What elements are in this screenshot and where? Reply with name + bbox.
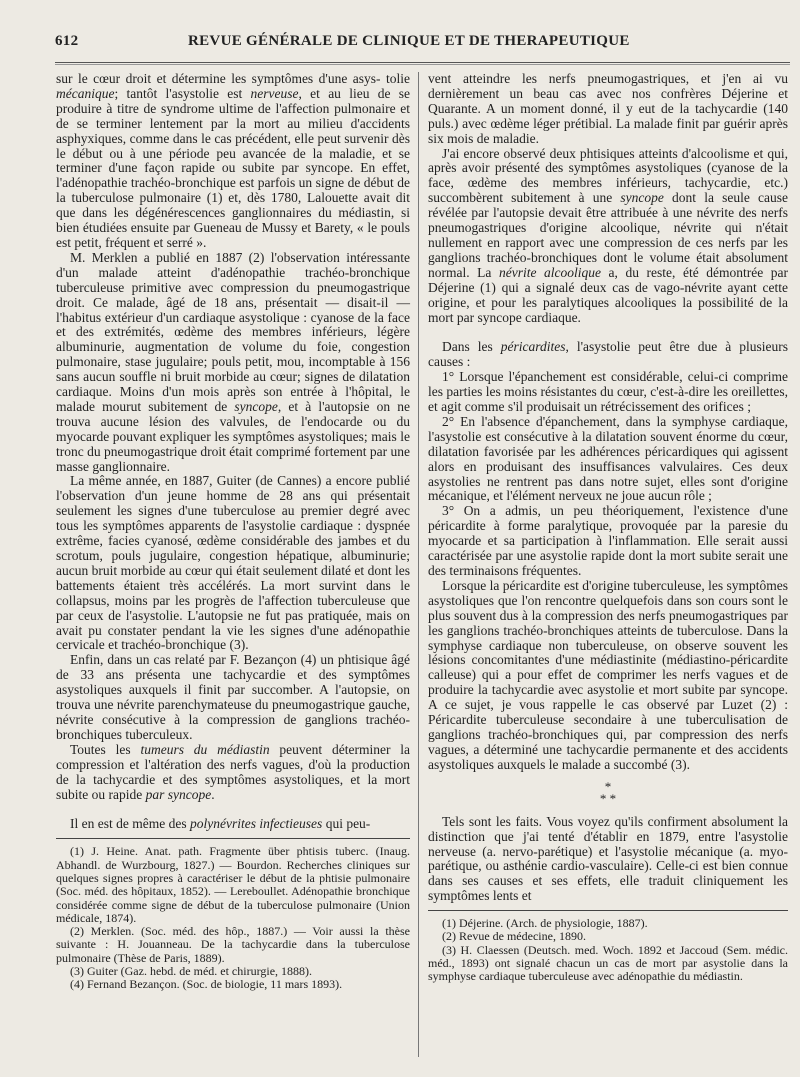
footnote: (2) Revue de médecine, 1890. [442, 929, 586, 944]
right-paragraph-4: 1° Lorsque l'épanchement est considérable, celui-ci comprime les parties les moins résistantes du cœur, c'est-à-dire les oreillettes, et agit comme s'il produisait un rétrécissement des orifices ; [428, 369, 788, 415]
left-paragraph-6: Il en est de même des polynévrites infectieuses qui peu- [70, 816, 371, 832]
footnote: (1) Déjerine. (Arch. de physiologie, 1887). [442, 916, 648, 931]
running-header [40, 25, 800, 49]
right-paragraph-1: vent atteindre les nerfs pneumogastriques, et j'en ai vu dernièrement un beau cas avec nos confrères Déjerine et Quarante. A un moment donné, il y eut de la tachycardie (140 puls.) avec œdème léger prétibial. La malade finit par guérir après six mois de maladie. [428, 71, 788, 146]
column-separator [418, 72, 419, 1057]
header-rule [55, 62, 790, 63]
left-paragraph-5: Toutes les tumeurs du médiastin peuvent déterminer la compression et l'altération des nerfs vagues, d'où la production de la tachycardie et des symptômes asystoliques, et la mort subite ou rapide par syncope. [56, 741, 411, 802]
left-footnotes [56, 845, 410, 991]
right-column [428, 72, 788, 984]
right-paragraph-8: Tels sont les faits. Vous voyez qu'ils confirment absolument la distinction que j'ai tenté d'établir en 1879, entre l'asystolie nerveuse (a. nervo-parétique) et l'asystolie mécanique (a. myo-parétique, ou asthénie cardio-vasculaire). Celle-ci est bien connue dans ses causes et ses effets, elle traduit cliniquement les symptômes lents et [428, 813, 788, 904]
section-break-stars: * * * [599, 778, 617, 806]
right-paragraph-7: Lorsque la péricardite est d'origine tuberculeuse, les symptômes asystoliques que l'on rencontre quelquefois dans son cours sont le plus souvent dus à la compression des nerfs pneumogastriques par les ganglions trachéo-bronchiques atteints de tuberculose. Dans la symphyse cardiaque non tuberculeuse, on observe souvent les lésions concomitantes d'une médiastinite (médiastino-péricardite calleuse) qui a pour effet de comprimer les nerfs vagues et de produire la tachycardie avec asystolie et mort subite par syncope. A ce sujet, je vous rappelle le cas observé par Luzet (2) : Péricardite tuberculeuse secondaire à une tuberculisation de ganglions trachéo-bronchiques qui, par compression des nerfs vagues, a déterminé une tachycardie permanente et des accidents asystoliques auxquels le malade a succombé (3). [428, 577, 788, 772]
left-paragraph-4: Enfin, dans un cas relaté par F. Bezançon (4) un phtisique âgé de 33 ans présenta une tachycardie et des symptômes asystoliques auxquels il finit par succomber. A l'autopsie, on trouva une névrite parenchymateuse du pneumogastrique gauche, névrite consécutive à la compression de ganglions trachéo-bronchiques tuberculeux. [56, 652, 410, 742]
footnote: (3) Guiter (Gaz. hebd. de méd. et chirurgie, 1888). [70, 963, 313, 978]
footnote-rule [428, 910, 788, 911]
header-rule-thin [55, 64, 790, 65]
right-paragraph-6: 3° On a admis, un peu théoriquement, l'existence d'une péricardite à forme paralytique, provoquée par la paresie du myocarde et sa participation à l'inflammation. Elle serait aussi caractérisée par une asystolie rapide dont la mort subite serait une des terminaisons fréquentes. [428, 503, 788, 578]
right-paragraph-5: 2° En l'absence d'épanchement, dans la symphyse cardiaque, l'asystolie est consécutive à la dilatation souvent énorme du cœur, dilatation favorisée par les adhérences péricardiques qui agissent alors en produisant des insuffisances valvulaires. Ces deux asystolies ne rentrent pas dans notre sujet, elles sont d'origine mécanique, et l'élément nerveux ne joue aucun rôle ; [428, 413, 788, 504]
left-paragraph-1: sur le cœur droit et détermine les symptômes d'une asys- tolie mécanique; tantôt l'asystolie est nerveuse, et au lieu de se produire à titre de syndrome ultime de l'affection pulmonaire et de se terminer lentement par la mort au milieu d'accidents asphyxiques, comme dans le cas précédent, elle peut survenir dès le début ou à une période peu avancée de la maladie, et se terminer d'une façon rapide ou subite par syncope. En effet, l'adénopathie trachéo-bronchique est parfois un signe de début de la tuberculose pulmonaire (1) et, dès 1780, Lalouette avait dit que dans les dégénérescences ganglionnaires du médiastin, si bien étudiées ensuite par Gueneau de Mussy et Barety, « le pouls est petit, fréquent et serré ». [56, 71, 411, 250]
footnote: (2) Merklen. (Soc. méd. des hôp., 1887.) — Voir aussi la thèse suivante : H. Jouanneau. De la tachycardie dans la tuberculose pulmonaire (Thèse de Paris, 1889). [56, 924, 410, 965]
footnote: (1) J. Heine. Anat. path. Fragmente über phtisis tuberc. (Inaug. Abhandl. de Wurzbourg, 1827.) — Bourdon. Recherches cliniques sur quelques signes propres à caractériser le début de la phtisie pulmonaire (Soc. méd. des hôpitaux, 1852). — Lereboullet. Adénopathie bronchique considérée comme signe de début de la tuberculose pulmonaire (Union médicale, 1874). [56, 844, 410, 925]
left-paragraph-3: La même année, en 1887, Guiter (de Cannes) a encore publié l'observation d'un jeune homme de 28 ans qui présentait seulement les signes d'une tuberculose au premier degré avec tous les symptômes apparents de l'asystolie cardiaque : dyspnée extrême, facies cyanosé, œdème considérable des jambes et du scrotum, pouls jugulaire, congestion hépatique, albuminurie; aucun bruit morbide au cœur qui était seulement dilaté et dont les battements étaient très accélérés. La mort survint dans le collapsus, moins par les progrès de l'affection tuberculeuse que par ceux de l'asystolie. L'autopsie ne fut pas pratiquée, mais on avait pu constater pendant la vie les signes d'une adénopathie cervicale et trachéo-bronchique (3). [56, 473, 410, 653]
right-paragraph-2: J'ai encore observé deux phtisiques atteints d'alcoolisme et qui, après avoir présenté des symptômes asystoliques (cyanose de la face, œdème des membres inférieurs, tachycardie, etc.) succombèrent subitement à une syncope dont la seule cause révélée par l'autopsie devait être attribuée à une névrite des nerfs pneumogastriques d'origine alcoolique, névrite qui n'était nullement en rapport avec une compression de ces nerfs par les ganglions trachéo-bronchiques dont le volume était absolument normal. La névrite alcoolique a, du reste, été démontrée par Déjerine (1) qui a signalé deux cas de vago-névrite ayant cette origine, et pour les paralytiques alcooliques la possibilité de la mort par syncope cardiaque. [428, 145, 789, 325]
page-number: 612 [55, 33, 79, 49]
left-column [56, 72, 410, 992]
footnote-rule [56, 838, 410, 839]
right-paragraph-3: Dans les péricardites, l'asystolie peut être due à plusieurs causes : [428, 339, 788, 370]
footnote: (4) Fernand Bezançon. (Soc. de biologie, 11 mars 1893). [70, 977, 343, 992]
journal-title: REVUE GÉNÉRALE DE CLINIQUE ET DE THERAPEUTIQUE [188, 33, 630, 49]
right-footnotes [428, 917, 788, 983]
footnote: (3) H. Claessen (Deutsch. med. Woch. 1892 et Jaccoud (Sem. médic. méd., 1893) ont signalé chacun un cas de mort par asystolie dans la symphyse cardiaque tuberculeuse avec adénopathie du médiastin. [428, 942, 788, 984]
left-paragraph-2: M. Merklen a publié en 1887 (2) l'observation intéressante d'un malade atteint d'adénopathie trachéo-bronchique tuberculeuse primitive avec compression du pneumogastrique droit. Ce malade, âgé de 18 ans, présentait — disait-il — l'habitus extérieur d'un cardiaque asystolique : cyanose de la face et des extrémités, œdème des membres inférieurs, légère albuminurie, augmentation de volume du foie, congestion pulmonaire, stase jugulaire; pouls petit, mou, incomptable à 156 sans aucun souffle ni bruit morbide au cœur; signes de dilatation cardiaque. Moins d'un mois après son entrée à l'hôpital, le malade mourut subitement de syncope, et à l'autopsie on ne trouva aucune lésion des valvules, de l'endocarde ou du myocarde pouvant expliquer les symptômes asystoliques; mais le tronc du pneumogastrique droit était comprimé fortement par une masse ganglionnaire. [56, 249, 410, 474]
